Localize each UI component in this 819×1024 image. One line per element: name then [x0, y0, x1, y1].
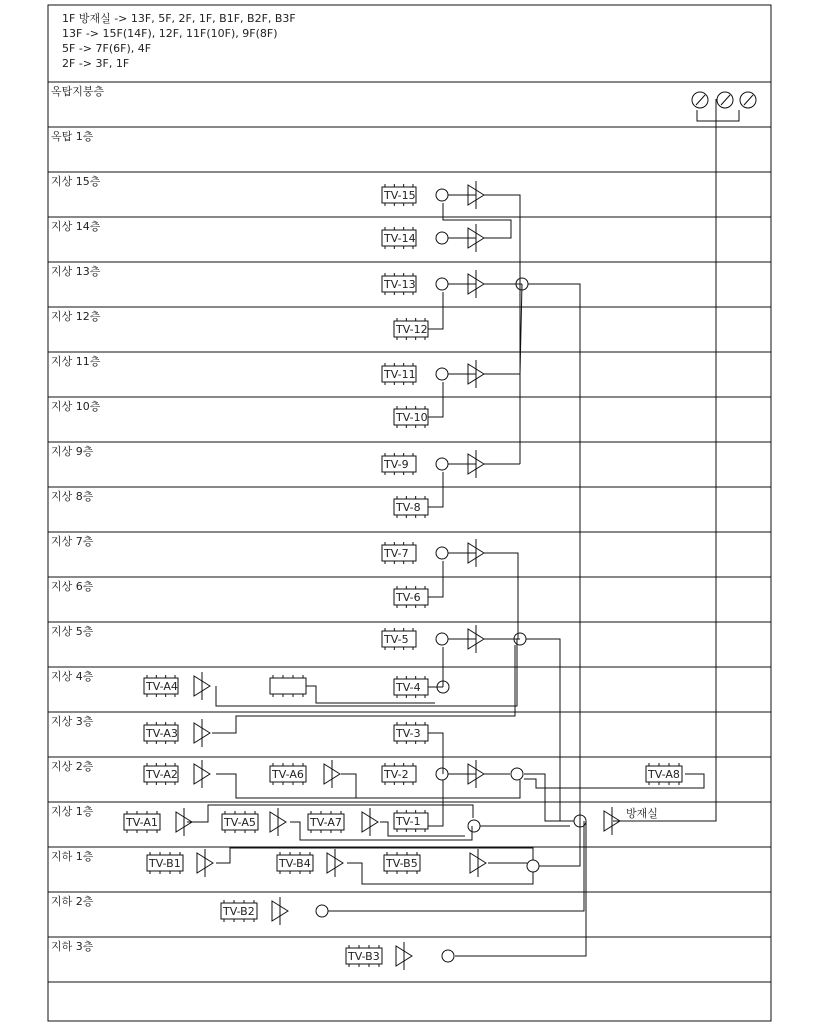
tv-outlet: [394, 318, 428, 340]
splitter-icon: [511, 768, 523, 780]
coax-cable: [443, 203, 511, 238]
tv-outlet-label: TV-11: [384, 368, 416, 381]
tv-outlet-label: TV-9: [384, 458, 409, 471]
tv-outlet-label: TV-1: [396, 815, 421, 828]
tv-outlet: [384, 852, 420, 874]
tv-outlet: [308, 811, 344, 833]
splitter-icon: [436, 547, 448, 559]
tv-outlet: [394, 406, 428, 428]
floor-label: 지상 14층: [51, 220, 101, 233]
coax-cable: [428, 382, 443, 417]
tv-outlet: [394, 586, 428, 608]
coax-cable: [428, 472, 443, 507]
tv-outlet-label: TV-2: [384, 768, 409, 781]
tv-outlet: [394, 810, 428, 832]
floor-label: 지상 6층: [51, 580, 94, 593]
tv-outlet: [382, 542, 416, 564]
tv-outlet: [222, 811, 258, 833]
floor-label: 지하 2층: [51, 895, 94, 908]
amplifier-icon: [194, 760, 210, 788]
antenna-dish-icon: [692, 92, 708, 108]
tv-outlet: [394, 676, 428, 698]
tv-outlet-label: TV-A1: [126, 816, 158, 829]
tv-outlet-label: TV-13: [384, 278, 416, 291]
tv-outlet-label: TV-A4: [146, 680, 178, 693]
tv-outlet: [382, 763, 416, 785]
floor-label: 지상 13층: [51, 265, 101, 278]
tv-outlet-label: TV-A3: [146, 727, 178, 740]
floor-label: 지상 9층: [51, 445, 94, 458]
routing-note-1: 1F 방재실 -> 13F, 5F, 2F, 1F, B1F, B2F, B3F: [62, 12, 296, 25]
tv-outlet-label: TV-A2: [146, 768, 178, 781]
dish-mark: [696, 95, 705, 105]
splitter-icon: [436, 232, 448, 244]
coax-cable: [455, 821, 586, 956]
tv-outlet-label: TV-7: [384, 547, 409, 560]
routing-note-4: 2F -> 3F, 1F: [62, 57, 130, 70]
tv-outlet-label: TV-A6: [272, 768, 304, 781]
splitter-icon: [436, 189, 448, 201]
coax-cable: [528, 284, 580, 821]
splitter-icon: [436, 278, 448, 290]
tv-outlet-label: TV-A7: [310, 816, 342, 829]
coax-cable: [216, 774, 520, 798]
tv-outlet-label: TV-B5: [386, 857, 418, 870]
floor-label: 지상 4층: [51, 670, 94, 683]
coax-cable: [539, 821, 580, 866]
amplifier-icon: [194, 719, 210, 747]
floor-label: 지하 3층: [51, 940, 94, 953]
tv-outlet-label: TV-B2: [223, 905, 255, 918]
coax-cable: [484, 553, 518, 639]
amplifier-icon: [272, 897, 288, 925]
tv-outlet-label: TV-12: [396, 323, 428, 336]
tv-outlet-label: TV-3: [396, 727, 421, 740]
dish-mark: [721, 95, 730, 105]
tv-outlet: [144, 675, 178, 697]
coax-cable: [526, 639, 574, 821]
coax-cable: [216, 848, 533, 863]
coax-cable: [697, 99, 716, 121]
routing-note-2: 13F -> 15F(14F), 12F, 11F(10F), 9F(8F): [62, 27, 278, 40]
tv-outlet: [382, 453, 416, 475]
coax-cable: [428, 780, 443, 826]
coax-cable: [212, 645, 515, 733]
tv-outlet: [394, 722, 428, 744]
splitter-icon: [316, 905, 328, 917]
control-room-label: 방재실: [626, 807, 658, 820]
floor-label: 지상 11층: [51, 355, 101, 368]
coax-cable: [524, 774, 574, 821]
tv-outlet: [382, 628, 416, 650]
tv-outlet-label: TV-10: [396, 411, 428, 424]
amplifier-icon: [194, 672, 210, 700]
splitter-icon: [468, 820, 480, 832]
antenna-dish-icon: [740, 92, 756, 108]
tv-outlet: [382, 227, 416, 249]
dish-mark: [744, 95, 753, 105]
coax-cable: [428, 292, 443, 329]
routing-notes: [62, 11, 296, 70]
routing-note-3: 5F -> 7F(6F), 4F: [62, 42, 152, 55]
tv-outlet: [221, 900, 257, 922]
floor-label: 옥탑지붕층: [51, 85, 105, 98]
tv-outlet-label: TV-8: [396, 501, 421, 514]
tv-outlet: [382, 273, 416, 295]
floor-label: 지상 10층: [51, 400, 101, 413]
coax-cable: [341, 774, 356, 798]
floor-label: 지상 7층: [51, 535, 94, 548]
tv-outlet: [382, 184, 416, 206]
amplifier-icon: [396, 942, 412, 970]
floor-label: 지상 8층: [51, 490, 94, 503]
components: [124, 92, 756, 970]
splitter-icon: [436, 768, 448, 780]
splitter-icon: [442, 950, 454, 962]
tv-outlet: [270, 675, 306, 697]
floor-label: 지상 5층: [51, 625, 94, 638]
splitter-icon: [436, 368, 448, 380]
tv-outlet: [270, 763, 306, 785]
tv-outlet-label: TV-15: [384, 189, 416, 202]
tv-outlet-box: [270, 678, 306, 694]
coax-cable: [613, 121, 716, 821]
amplifier-icon: [362, 808, 378, 836]
floor-label: 지상 3층: [51, 715, 94, 728]
tv-outlet: [346, 945, 382, 967]
amplifier-icon: [324, 760, 340, 788]
splitter-icon: [436, 458, 448, 470]
tv-outlet-label: TV-5: [384, 633, 409, 646]
tv-outlet: [144, 722, 178, 744]
floor-label: 지상 15층: [51, 175, 101, 188]
coax-cable: [428, 561, 443, 597]
tv-outlet-label: TV-B3: [348, 950, 380, 963]
tv-outlet: [382, 363, 416, 385]
tv-outlet-label: TV-A5: [224, 816, 256, 829]
tv-outlet-label: TV-14: [384, 232, 416, 245]
coax-cable: [347, 863, 533, 884]
coax-cable: [716, 110, 739, 121]
floor-label: 지하 1층: [51, 850, 94, 863]
splitter-icon: [527, 860, 539, 872]
tv-outlet-label: TV-A8: [648, 768, 680, 781]
tv-outlet: [646, 763, 682, 785]
tv-outlet-label: TV-4: [396, 681, 421, 694]
tv-outlet: [394, 496, 428, 518]
floor-label: 지상 12층: [51, 310, 101, 323]
amplifier-icon: [327, 849, 343, 877]
tv-outlet: [144, 763, 178, 785]
floor-label: 지상 1층: [51, 805, 94, 818]
tv-outlet: [147, 852, 183, 874]
tv-outlet-label: TV-6: [396, 591, 421, 604]
tv-outlet: [124, 811, 160, 833]
tv-outlet: [277, 852, 313, 874]
coax-cable: [216, 639, 517, 706]
amplifier-icon: [270, 808, 286, 836]
tv-outlet-label: TV-B1: [149, 857, 181, 870]
amplifier-icon: [197, 849, 213, 877]
antenna-dish-icon: [717, 92, 733, 108]
splitter-icon: [436, 633, 448, 645]
tv-outlet-label: TV-B4: [279, 857, 311, 870]
floor-rows: [48, 84, 771, 982]
amplifier-icon: [470, 849, 486, 877]
floor-label: 옥탑 1층: [51, 130, 94, 143]
floor-label: 지상 2층: [51, 760, 94, 773]
